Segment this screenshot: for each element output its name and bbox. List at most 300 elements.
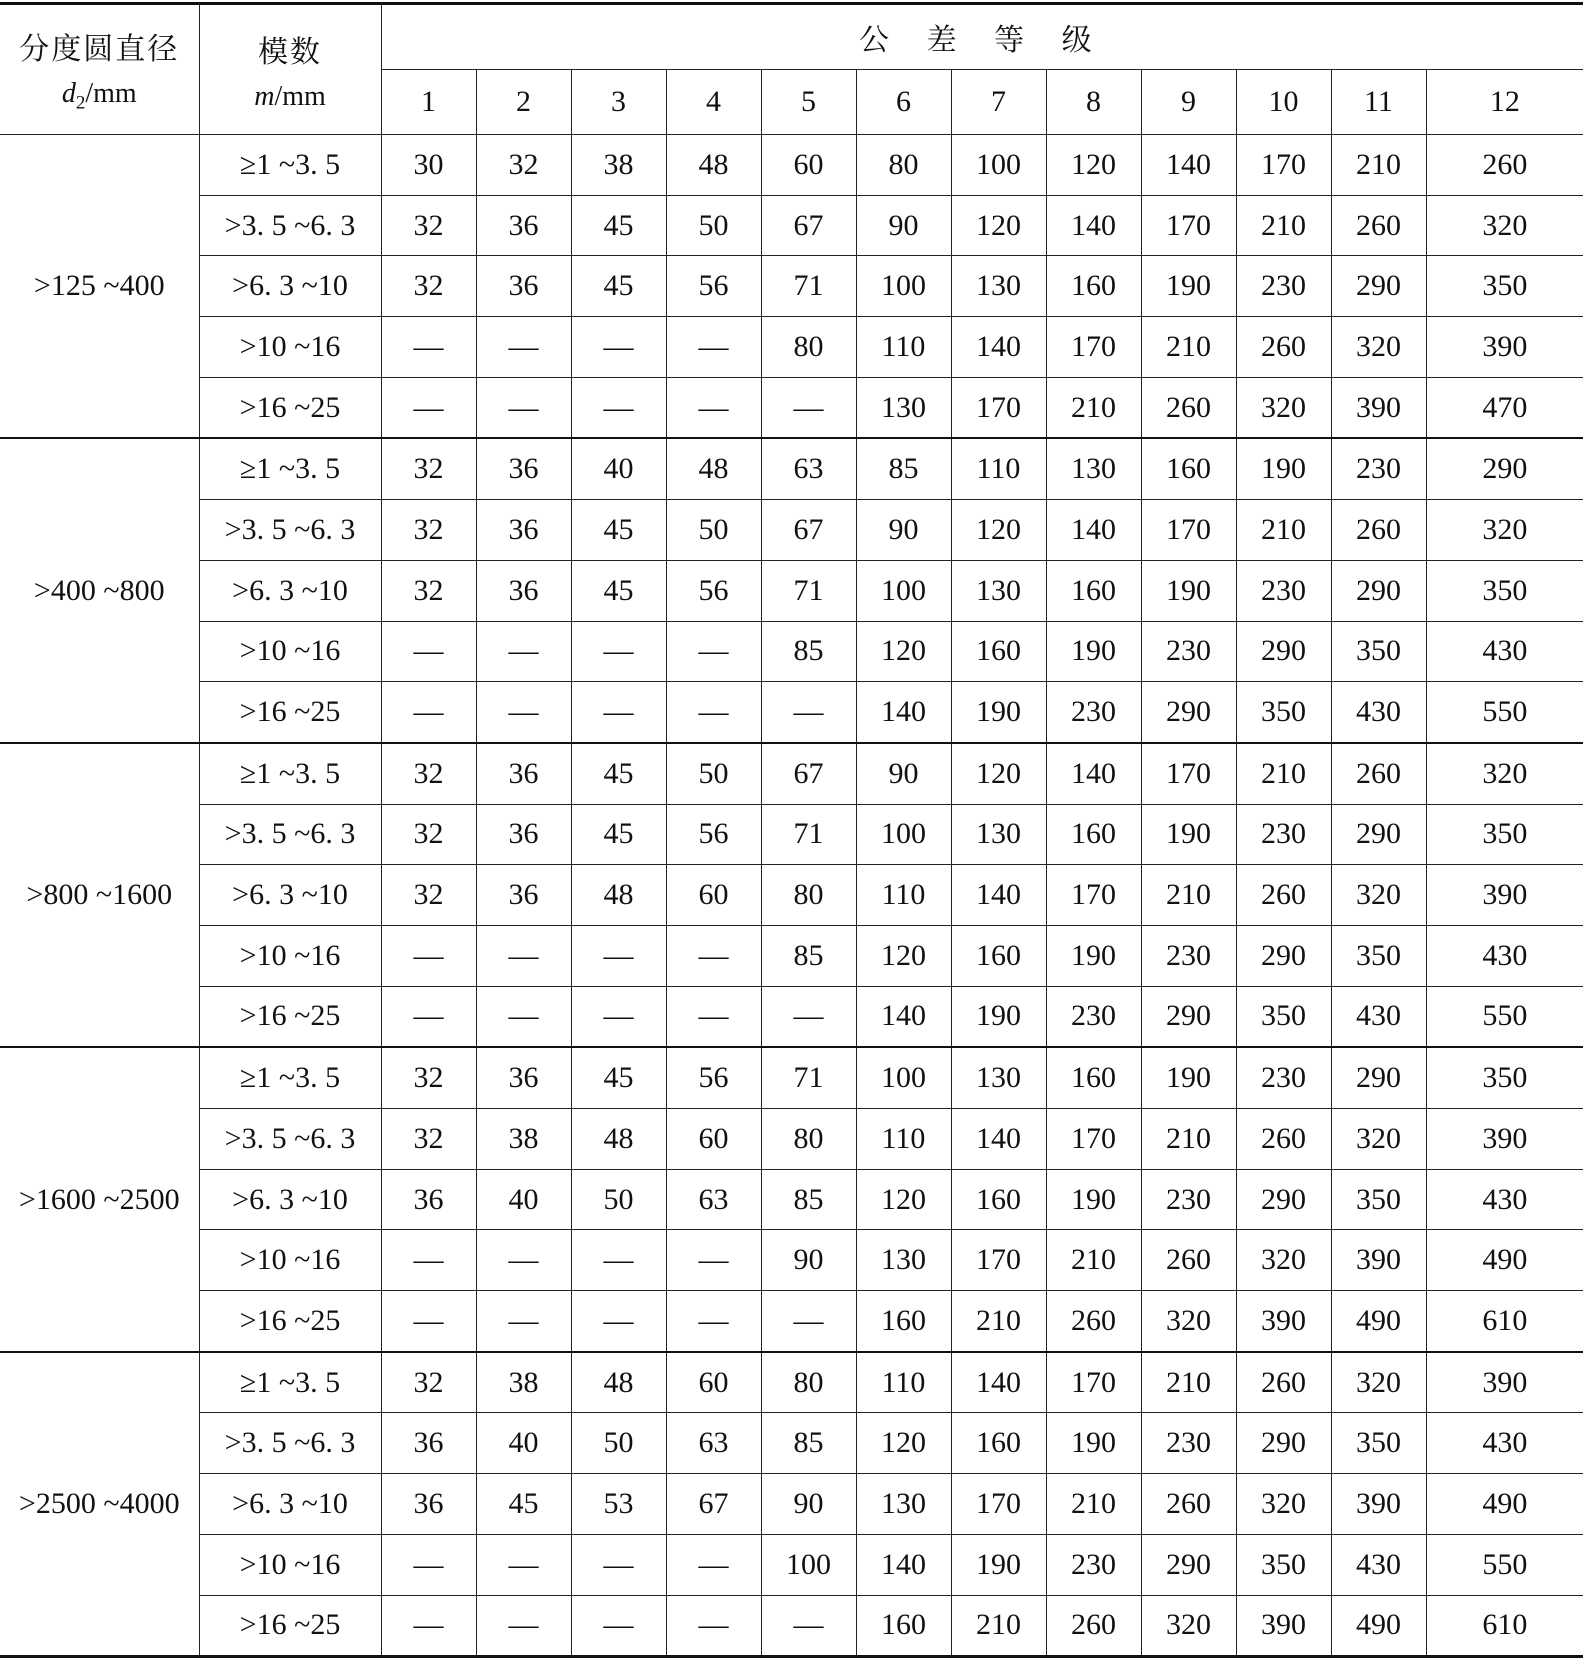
tolerance-value-cell: 80 [761, 317, 856, 378]
tolerance-value-cell: — [476, 317, 571, 378]
tolerance-value-cell: — [571, 317, 666, 378]
tolerance-value-cell: 120 [856, 925, 951, 986]
tolerance-value-cell: 210 [1046, 1474, 1141, 1535]
tolerance-value-cell: — [476, 1534, 571, 1595]
tolerance-value-cell: 130 [951, 560, 1046, 621]
tolerance-value-cell: 490 [1426, 1230, 1583, 1291]
table-row [0, 560, 1583, 621]
tolerance-value-cell: 170 [1141, 500, 1236, 561]
tolerance-value-cell: 170 [1141, 743, 1236, 804]
table-row [0, 804, 1583, 865]
diameter-range-cell: >125 ~400 [0, 135, 199, 439]
tolerance-value-cell: 160 [856, 1595, 951, 1657]
tolerance-value-cell: — [761, 682, 856, 743]
tolerance-value-cell: — [571, 986, 666, 1047]
tolerance-value-cell: 80 [761, 1352, 856, 1413]
tolerance-value-cell: 350 [1236, 1534, 1331, 1595]
tolerance-value-cell: 230 [1141, 1413, 1236, 1474]
tolerance-value-cell: 190 [1141, 256, 1236, 317]
tolerance-value-cell: 170 [1141, 195, 1236, 256]
tolerance-value-cell: — [666, 377, 761, 438]
tolerance-value-cell: 190 [951, 986, 1046, 1047]
tolerance-value-cell: 140 [1141, 135, 1236, 196]
tolerance-value-cell: 210 [1236, 500, 1331, 561]
tolerance-value-cell: 40 [571, 438, 666, 499]
tolerance-value-cell: — [666, 1534, 761, 1595]
tolerance-value-cell: 85 [856, 438, 951, 499]
tolerance-value-cell: 32 [381, 1047, 476, 1108]
tolerance-value-cell: — [666, 1230, 761, 1291]
tolerance-value-cell: 71 [761, 804, 856, 865]
diameter-range-cell: >400 ~800 [0, 438, 199, 742]
tolerance-value-cell: 190 [1141, 1047, 1236, 1108]
tolerance-value-cell: 320 [1236, 1230, 1331, 1291]
tolerance-value-cell: — [571, 1291, 666, 1352]
tolerance-value-cell: 190 [1046, 1169, 1141, 1230]
tolerance-value-cell: 210 [1046, 377, 1141, 438]
tolerance-value-cell: 290 [1141, 682, 1236, 743]
tolerance-value-cell: 490 [1426, 1474, 1583, 1535]
tolerance-value-cell: — [381, 1230, 476, 1291]
tolerance-value-cell: 110 [856, 1352, 951, 1413]
tolerance-value-cell: 190 [1236, 438, 1331, 499]
tolerance-value-cell: 45 [476, 1474, 571, 1535]
tolerance-value-cell: 210 [1141, 317, 1236, 378]
tolerance-value-cell: 190 [951, 682, 1046, 743]
tolerance-value-cell: 40 [476, 1413, 571, 1474]
tolerance-value-cell: 610 [1426, 1291, 1583, 1352]
tolerance-value-cell: 160 [951, 1169, 1046, 1230]
tolerance-value-cell: 90 [856, 500, 951, 561]
tolerance-value-cell: 210 [1141, 865, 1236, 926]
table-row [0, 1474, 1583, 1535]
tolerance-value-cell: 210 [951, 1595, 1046, 1657]
tolerance-value-cell: 550 [1426, 1534, 1583, 1595]
tolerance-value-cell: 260 [1236, 865, 1331, 926]
tolerance-value-cell: 85 [761, 1413, 856, 1474]
module-range-cell: >16 ~25 [199, 682, 381, 743]
tolerance-value-cell: — [381, 682, 476, 743]
tolerance-value-cell: 490 [1331, 1595, 1426, 1657]
table-row [0, 256, 1583, 317]
table-row [0, 317, 1583, 378]
tolerance-value-cell: 260 [1046, 1595, 1141, 1657]
tolerance-value-cell: 110 [856, 865, 951, 926]
tolerance-value-cell: 130 [951, 804, 1046, 865]
tolerance-value-cell: 170 [1046, 1352, 1141, 1413]
module-range-cell: >10 ~16 [199, 1230, 381, 1291]
tolerance-value-cell: 230 [1046, 986, 1141, 1047]
tolerance-value-cell: 170 [951, 1230, 1046, 1291]
tolerance-value-cell: 32 [381, 195, 476, 256]
header-diameter-unit-text: /mm [85, 78, 137, 110]
module-range-cell: ≥1 ~3. 5 [199, 438, 381, 499]
tolerance-value-cell: 320 [1331, 1352, 1426, 1413]
module-range-cell: >6. 3 ~10 [199, 560, 381, 621]
tolerance-value-cell: — [666, 1291, 761, 1352]
tolerance-value-cell: 230 [1141, 925, 1236, 986]
tolerance-value-cell: 56 [666, 560, 761, 621]
tolerance-value-cell: 430 [1426, 621, 1583, 682]
tolerance-value-cell: 320 [1331, 865, 1426, 926]
tolerance-value-cell: 36 [381, 1474, 476, 1535]
tolerance-value-cell: 260 [1046, 1291, 1141, 1352]
tolerance-value-cell: 260 [1236, 1109, 1331, 1170]
table-row [0, 682, 1583, 743]
tolerance-value-cell: 490 [1331, 1291, 1426, 1352]
header-grade-12: 12 [1426, 70, 1583, 135]
tolerance-value-cell: 36 [476, 1047, 571, 1108]
tolerance-value-cell: 170 [951, 377, 1046, 438]
tolerance-value-cell: 38 [476, 1109, 571, 1170]
tolerance-value-cell: — [666, 682, 761, 743]
table-row [0, 500, 1583, 561]
tolerance-value-cell: 45 [571, 804, 666, 865]
tolerance-value-cell: 45 [571, 743, 666, 804]
tolerance-value-cell: 470 [1426, 377, 1583, 438]
tolerance-value-cell: — [381, 1291, 476, 1352]
tolerance-value-cell: 80 [761, 1109, 856, 1170]
module-range-cell: >3. 5 ~6. 3 [199, 1413, 381, 1474]
tolerance-value-cell: 56 [666, 1047, 761, 1108]
tolerance-value-cell: 63 [666, 1169, 761, 1230]
tolerance-value-cell: 350 [1331, 621, 1426, 682]
table-row [0, 1047, 1583, 1108]
tolerance-value-cell: 80 [856, 135, 951, 196]
header-diameter-label: 分度圆直径 [19, 32, 180, 68]
table-row [0, 1291, 1583, 1352]
tolerance-value-cell: 260 [1141, 377, 1236, 438]
tolerance-value-cell: 190 [951, 1534, 1046, 1595]
tolerance-value-cell: 320 [1331, 317, 1426, 378]
diameter-range-cell: >1600 ~2500 [0, 1047, 199, 1351]
tolerance-value-cell: 290 [1141, 1534, 1236, 1595]
tolerance-value-cell: 48 [571, 1352, 666, 1413]
tolerance-value-cell: 260 [1426, 135, 1583, 196]
module-range-cell: >3. 5 ~6. 3 [199, 804, 381, 865]
tolerance-value-cell: 140 [951, 865, 1046, 926]
tolerance-value-cell: 260 [1236, 317, 1331, 378]
tolerance-value-cell: 50 [571, 1169, 666, 1230]
table-row [0, 925, 1583, 986]
tolerance-value-cell: 390 [1331, 1230, 1426, 1291]
tolerance-value-cell: 320 [1426, 195, 1583, 256]
tolerance-value-cell: 50 [571, 1413, 666, 1474]
tolerance-value-cell: 85 [761, 1169, 856, 1230]
tolerance-value-cell: — [761, 986, 856, 1047]
tolerance-value-cell: 32 [381, 256, 476, 317]
tolerance-value-cell: 45 [571, 560, 666, 621]
tolerance-value-cell: 320 [1141, 1595, 1236, 1657]
tolerance-value-cell: 40 [476, 1169, 571, 1230]
tolerance-value-cell: 230 [1236, 1047, 1331, 1108]
tolerance-value-cell: 160 [1046, 560, 1141, 621]
tolerance-value-cell: — [476, 1595, 571, 1657]
tolerance-value-cell: 36 [476, 865, 571, 926]
tolerance-value-cell: 60 [666, 865, 761, 926]
tolerance-value-cell: 36 [476, 195, 571, 256]
tolerance-value-cell: 140 [856, 986, 951, 1047]
tolerance-value-cell: 85 [761, 621, 856, 682]
tolerance-value-cell: — [381, 1595, 476, 1657]
tolerance-value-cell: 48 [666, 438, 761, 499]
tolerance-value-cell: 45 [571, 195, 666, 256]
tolerance-value-cell: 230 [1236, 804, 1331, 865]
tolerance-value-cell: — [476, 925, 571, 986]
tolerance-value-cell: 160 [1046, 256, 1141, 317]
header-module-label: 模数 [258, 34, 322, 70]
table-row [0, 621, 1583, 682]
tolerance-value-cell: 210 [1141, 1352, 1236, 1413]
tolerance-value-cell: 71 [761, 560, 856, 621]
tolerance-value-cell: 140 [951, 317, 1046, 378]
tolerance-value-cell: 110 [856, 317, 951, 378]
header-grade-1: 1 [381, 70, 476, 135]
module-range-cell: >3. 5 ~6. 3 [199, 1109, 381, 1170]
tolerance-value-cell: 120 [1046, 135, 1141, 196]
tolerance-value-cell: — [571, 925, 666, 986]
tolerance-value-cell: 320 [1426, 743, 1583, 804]
tolerance-value-cell: 190 [1046, 621, 1141, 682]
tolerance-value-cell: 32 [381, 1352, 476, 1413]
tolerance-value-cell: 60 [761, 135, 856, 196]
tolerance-value-cell: — [476, 1230, 571, 1291]
tolerance-value-cell: 71 [761, 256, 856, 317]
tolerance-value-cell: 80 [761, 865, 856, 926]
tolerance-value-cell: 140 [951, 1352, 1046, 1413]
tolerance-value-cell: 100 [856, 1047, 951, 1108]
tolerance-value-cell: 45 [571, 256, 666, 317]
tolerance-value-cell: — [666, 317, 761, 378]
tolerance-value-cell: 550 [1426, 682, 1583, 743]
tolerance-value-cell: 290 [1426, 438, 1583, 499]
tolerance-value-cell: — [476, 377, 571, 438]
table-row [0, 135, 1583, 196]
tolerance-value-cell: 71 [761, 1047, 856, 1108]
tolerance-value-cell: 260 [1331, 195, 1426, 256]
tolerance-value-cell: 130 [951, 256, 1046, 317]
tolerance-value-cell: 140 [856, 1534, 951, 1595]
tolerance-value-cell: 190 [1046, 925, 1141, 986]
tolerance-value-cell: 48 [571, 865, 666, 926]
tolerance-value-cell: 390 [1426, 317, 1583, 378]
tolerance-value-cell: 230 [1141, 1169, 1236, 1230]
module-range-cell: >3. 5 ~6. 3 [199, 500, 381, 561]
tolerance-value-cell: 130 [951, 1047, 1046, 1108]
tolerance-value-cell: 32 [381, 743, 476, 804]
tolerance-value-cell: 36 [476, 743, 571, 804]
table-row [0, 1169, 1583, 1230]
tolerance-value-cell: — [571, 621, 666, 682]
tolerance-value-cell: 430 [1331, 682, 1426, 743]
tolerance-value-cell: 390 [1236, 1595, 1331, 1657]
tolerance-table [0, 2, 1583, 1658]
table-row [0, 1413, 1583, 1474]
tolerance-value-cell: 160 [1046, 804, 1141, 865]
diameter-range-cell: >2500 ~4000 [0, 1352, 199, 1657]
tolerance-value-cell: 190 [1141, 560, 1236, 621]
table-row [0, 1109, 1583, 1170]
tolerance-value-cell: — [571, 377, 666, 438]
tolerance-value-cell: 32 [381, 560, 476, 621]
tolerance-value-cell: 56 [666, 256, 761, 317]
tolerance-value-cell: 350 [1426, 804, 1583, 865]
module-range-cell: ≥1 ~3. 5 [199, 135, 381, 196]
tolerance-value-cell: 32 [381, 804, 476, 865]
module-range-cell: >16 ~25 [199, 1595, 381, 1657]
header-grade-7: 7 [951, 70, 1046, 135]
tolerance-value-cell: 100 [856, 256, 951, 317]
header-diameter [0, 4, 199, 135]
tolerance-value-cell: 170 [1046, 865, 1141, 926]
tolerance-value-cell: 140 [951, 1109, 1046, 1170]
module-range-cell: >6. 3 ~10 [199, 256, 381, 317]
tolerance-value-cell: 120 [951, 195, 1046, 256]
tolerance-value-cell: 390 [1236, 1291, 1331, 1352]
tolerance-value-cell: 230 [1046, 1534, 1141, 1595]
tolerance-value-cell: 36 [476, 438, 571, 499]
tolerance-value-cell: 170 [1236, 135, 1331, 196]
tolerance-value-cell: 190 [1141, 804, 1236, 865]
tolerance-value-cell: 50 [666, 743, 761, 804]
tolerance-value-cell: — [571, 1230, 666, 1291]
tolerance-value-cell: — [381, 377, 476, 438]
tolerance-value-cell: 45 [571, 1047, 666, 1108]
tolerance-value-cell: 90 [856, 195, 951, 256]
tolerance-value-cell: 190 [1046, 1413, 1141, 1474]
module-range-cell: >10 ~16 [199, 925, 381, 986]
tolerance-value-cell: 100 [761, 1534, 856, 1595]
module-range-cell: ≥1 ~3. 5 [199, 1352, 381, 1413]
module-range-cell: ≥1 ~3. 5 [199, 1047, 381, 1108]
table-row [0, 865, 1583, 926]
tolerance-value-cell: — [666, 986, 761, 1047]
tolerance-value-cell: 230 [1331, 438, 1426, 499]
tolerance-value-cell: 260 [1331, 500, 1426, 561]
tolerance-value-cell: 140 [1046, 195, 1141, 256]
tolerance-value-cell: 120 [951, 500, 1046, 561]
tolerance-value-cell: 45 [571, 500, 666, 561]
tolerance-value-cell: 290 [1236, 1413, 1331, 1474]
table-row [0, 1595, 1583, 1657]
tolerance-value-cell: 56 [666, 804, 761, 865]
tolerance-value-cell: 290 [1331, 804, 1426, 865]
tolerance-value-cell: 290 [1236, 925, 1331, 986]
tolerance-value-cell: 230 [1236, 256, 1331, 317]
module-range-cell: >16 ~25 [199, 377, 381, 438]
tolerance-value-cell: — [666, 925, 761, 986]
tolerance-value-cell: 90 [761, 1230, 856, 1291]
tolerance-value-cell: 90 [761, 1474, 856, 1535]
tolerance-value-cell: 210 [1236, 743, 1331, 804]
tolerance-value-cell: 120 [856, 1413, 951, 1474]
tolerance-value-cell: 350 [1426, 1047, 1583, 1108]
tolerance-value-cell: 130 [856, 377, 951, 438]
header-module-unit-text: /mm [274, 80, 326, 112]
header-grade-10: 10 [1236, 70, 1331, 135]
tolerance-value-cell: 230 [1046, 682, 1141, 743]
tolerance-value-cell: 130 [856, 1474, 951, 1535]
tolerance-value-cell: 390 [1426, 865, 1583, 926]
header-grade-4: 4 [666, 70, 761, 135]
tolerance-value-cell: 130 [856, 1230, 951, 1291]
tolerance-value-cell: 67 [666, 1474, 761, 1535]
tolerance-value-cell: 36 [476, 560, 571, 621]
tolerance-value-cell: 210 [1046, 1230, 1141, 1291]
module-range-cell: >10 ~16 [199, 1534, 381, 1595]
tolerance-value-cell: 390 [1426, 1352, 1583, 1413]
tolerance-value-cell: — [571, 1595, 666, 1657]
tolerance-value-cell: 550 [1426, 986, 1583, 1047]
tolerance-value-cell: 170 [1046, 1109, 1141, 1170]
tolerance-value-cell: 350 [1236, 682, 1331, 743]
tolerance-value-cell: 30 [381, 135, 476, 196]
tolerance-value-cell: 36 [476, 256, 571, 317]
table-row [0, 743, 1583, 804]
header-grade-5: 5 [761, 70, 856, 135]
tolerance-value-cell: 50 [666, 195, 761, 256]
module-range-cell: >10 ~16 [199, 317, 381, 378]
tolerance-value-cell: 160 [1141, 438, 1236, 499]
header-diameter-unit [0, 78, 199, 115]
tolerance-value-cell: 160 [856, 1291, 951, 1352]
tolerance-value-cell: 32 [381, 1109, 476, 1170]
module-range-cell: >6. 3 ~10 [199, 1474, 381, 1535]
tolerance-value-cell: 320 [1236, 377, 1331, 438]
tolerance-value-cell: 320 [1426, 500, 1583, 561]
tolerance-value-cell: 85 [761, 925, 856, 986]
tolerance-value-cell: 320 [1236, 1474, 1331, 1535]
module-range-cell: >6. 3 ~10 [199, 865, 381, 926]
tolerance-value-cell: 290 [1236, 1169, 1331, 1230]
tolerance-value-cell: 390 [1426, 1109, 1583, 1170]
table-row [0, 1352, 1583, 1413]
tolerance-value-cell: 120 [951, 743, 1046, 804]
tolerance-value-cell: — [381, 317, 476, 378]
tolerance-value-cell: 60 [666, 1352, 761, 1413]
tolerance-value-cell: 67 [761, 195, 856, 256]
header-diameter-var: d [61, 78, 76, 110]
tolerance-value-cell: 100 [856, 560, 951, 621]
tolerance-value-cell: 100 [951, 135, 1046, 196]
tolerance-value-cell: 110 [856, 1109, 951, 1170]
table-body [0, 135, 1583, 1657]
tolerance-value-cell: 160 [951, 621, 1046, 682]
tolerance-value-cell: 36 [476, 500, 571, 561]
tolerance-value-cell: 260 [1236, 1352, 1331, 1413]
tolerance-value-cell: 210 [1141, 1109, 1236, 1170]
tolerance-value-cell: 140 [1046, 500, 1141, 561]
table-row [0, 438, 1583, 499]
tolerance-value-cell: 430 [1426, 1413, 1583, 1474]
tolerance-value-cell: 160 [1046, 1047, 1141, 1108]
module-range-cell: >16 ~25 [199, 986, 381, 1047]
module-range-cell: >3. 5 ~6. 3 [199, 195, 381, 256]
tolerance-value-cell: 50 [666, 500, 761, 561]
tolerance-value-cell: — [476, 682, 571, 743]
table-row [0, 377, 1583, 438]
tolerance-value-cell: — [476, 986, 571, 1047]
header-module [199, 4, 381, 135]
module-range-cell: >6. 3 ~10 [199, 1169, 381, 1230]
tolerance-value-cell: 210 [1236, 195, 1331, 256]
tolerance-value-cell: — [381, 1534, 476, 1595]
tolerance-value-cell: 120 [856, 1169, 951, 1230]
tolerance-value-cell: 430 [1331, 1534, 1426, 1595]
module-range-cell: >10 ~16 [199, 621, 381, 682]
module-range-cell: >16 ~25 [199, 1291, 381, 1352]
tolerance-value-cell: 230 [1141, 621, 1236, 682]
